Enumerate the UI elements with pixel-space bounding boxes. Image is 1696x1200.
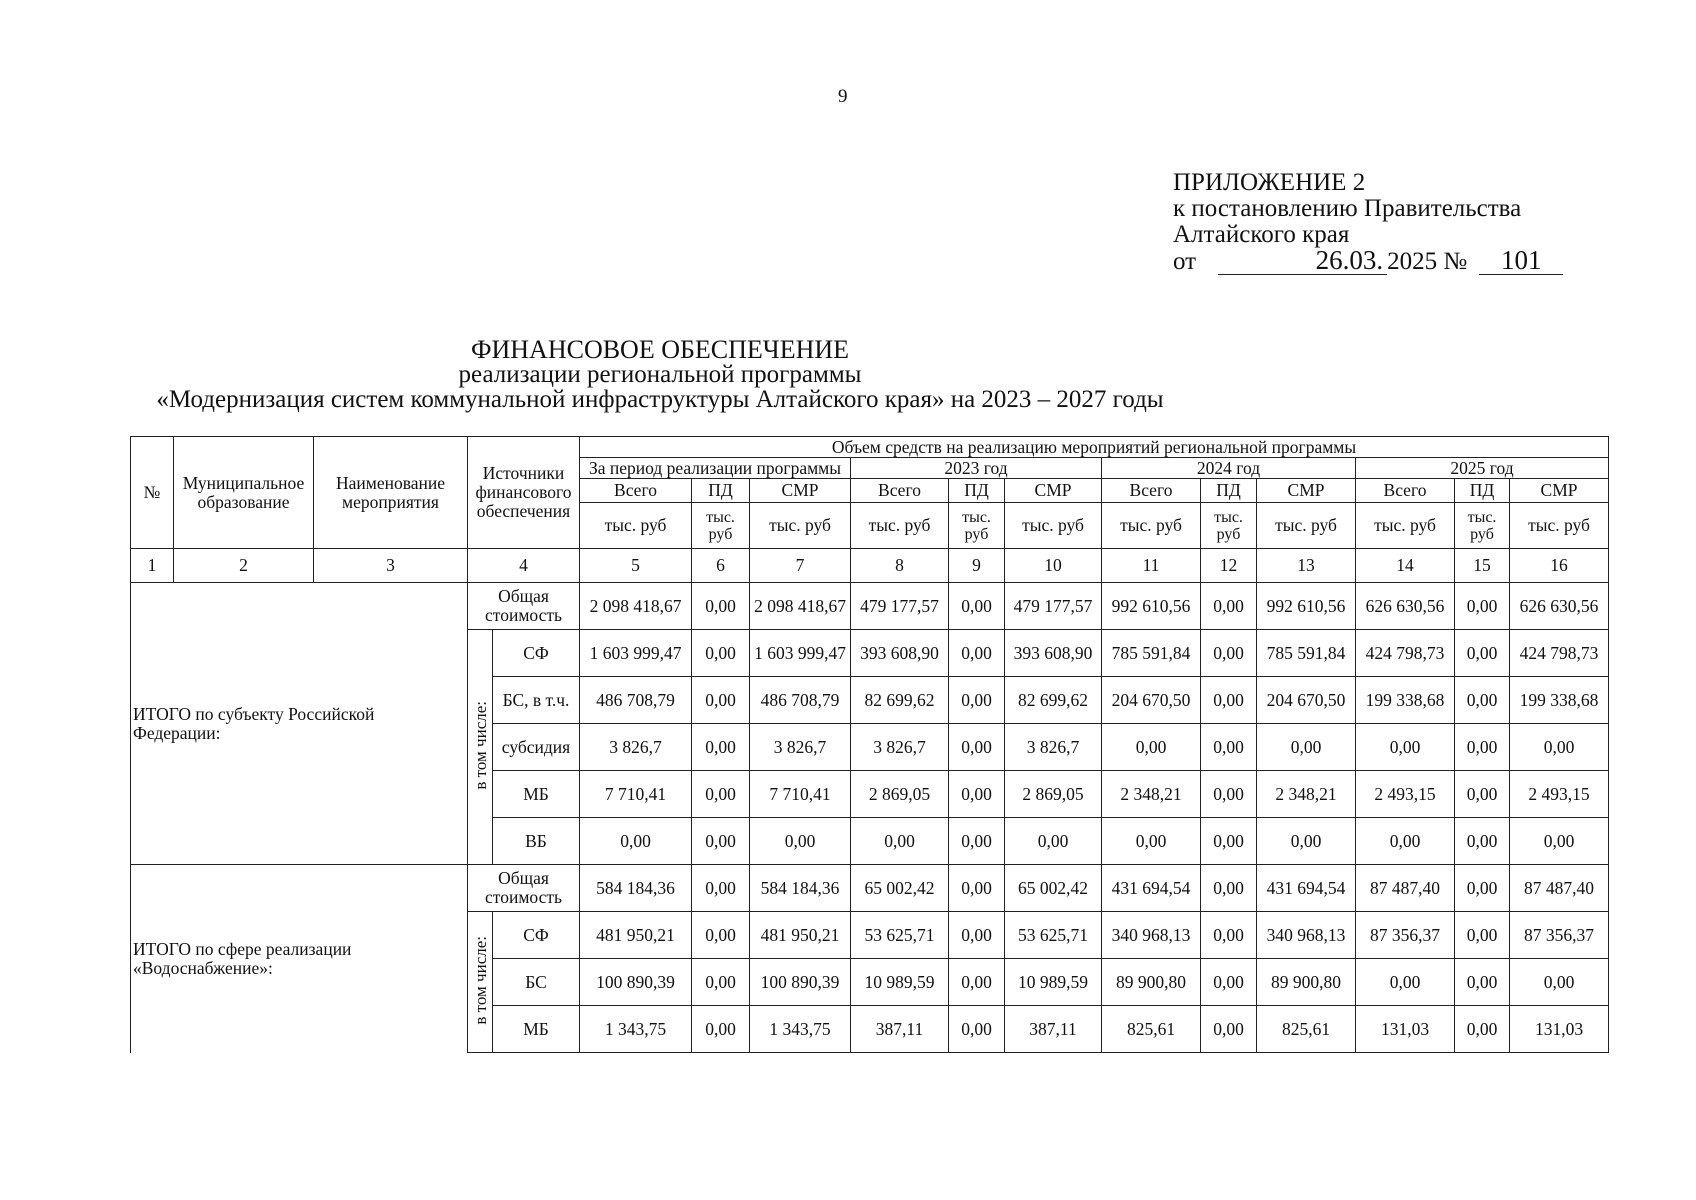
value-cell: 0,00 bbox=[1201, 959, 1257, 1006]
header-measure: Наименование мероприятия bbox=[314, 437, 468, 549]
value-cell: 340 968,13 bbox=[1257, 912, 1356, 959]
value-cell: 65 002,42 bbox=[851, 865, 949, 912]
header-unit: тыс. руб bbox=[1257, 503, 1356, 549]
title-line-1: ФИНАНСОВОЕ ОБЕСПЕЧЕНИЕ bbox=[470, 335, 850, 364]
value-cell: 393 608,90 bbox=[851, 630, 949, 677]
table-header bbox=[131, 437, 1609, 583]
value-cell: 584 184,36 bbox=[580, 865, 692, 912]
value-cell: 785 591,84 bbox=[1102, 630, 1201, 677]
value-cell: 7 710,41 bbox=[750, 771, 851, 818]
value-cell: 387,11 bbox=[851, 1006, 949, 1053]
source-cell: субсидия bbox=[493, 724, 580, 771]
decree-date: 26.03. bbox=[1218, 248, 1387, 275]
value-cell: 0,00 bbox=[1510, 959, 1609, 1006]
value-cell: 626 630,56 bbox=[1510, 583, 1609, 630]
value-cell: 479 177,57 bbox=[851, 583, 949, 630]
header-total: Всего bbox=[1356, 479, 1455, 503]
value-cell: 10 989,59 bbox=[851, 959, 949, 1006]
value-cell: 1 343,75 bbox=[750, 1006, 851, 1053]
value-cell: 0,00 bbox=[1102, 818, 1201, 865]
value-cell: 0,00 bbox=[1201, 677, 1257, 724]
value-cell: 481 950,21 bbox=[580, 912, 692, 959]
value-cell: 204 670,50 bbox=[1102, 677, 1201, 724]
group-subject-total bbox=[131, 583, 1609, 865]
appendix-line-region: Алтайского края bbox=[1173, 221, 1350, 248]
value-cell: 87 356,37 bbox=[1510, 912, 1609, 959]
value-cell: 0,00 bbox=[1201, 865, 1257, 912]
value-cell: 0,00 bbox=[1201, 818, 1257, 865]
header-unit: тыс. руб bbox=[692, 503, 750, 549]
column-number: 8 bbox=[851, 549, 949, 583]
value-cell: 479 177,57 bbox=[1005, 583, 1102, 630]
header-sources: Источники финансового обеспечения bbox=[468, 437, 580, 549]
value-cell: 0,00 bbox=[1455, 771, 1510, 818]
header-period-total: За период реализации программы bbox=[580, 458, 851, 479]
source-cell: МБ bbox=[493, 771, 580, 818]
header-unit: тыс. руб bbox=[1356, 503, 1455, 549]
value-cell: 431 694,54 bbox=[1257, 865, 1356, 912]
column-number: 2 bbox=[174, 549, 314, 583]
header-pd: ПД bbox=[949, 479, 1005, 503]
header-municipality: Муниципальное образование bbox=[174, 437, 314, 549]
value-cell: 0,00 bbox=[949, 912, 1005, 959]
value-cell: 424 798,73 bbox=[1356, 630, 1455, 677]
value-cell: 2 348,21 bbox=[1257, 771, 1356, 818]
header-period-2025: 2025 год bbox=[1356, 458, 1609, 479]
value-cell: 89 900,80 bbox=[1257, 959, 1356, 1006]
from-label: от bbox=[1173, 248, 1197, 275]
header-smr: СМР bbox=[1510, 479, 1609, 503]
column-number: 4 bbox=[468, 549, 580, 583]
value-cell: 0,00 bbox=[692, 583, 750, 630]
appendix-title: ПРИЛОЖЕНИЕ 2 bbox=[1173, 169, 1366, 196]
column-number: 3 bbox=[314, 549, 468, 583]
value-cell: 0,00 bbox=[692, 724, 750, 771]
header-pd: ПД bbox=[1455, 479, 1510, 503]
header-unit: тыс. руб bbox=[851, 503, 949, 549]
page-number: 9 bbox=[838, 86, 848, 107]
value-cell: 0,00 bbox=[949, 630, 1005, 677]
header-total: Всего bbox=[851, 479, 949, 503]
value-cell: 0,00 bbox=[692, 771, 750, 818]
value-cell: 0,00 bbox=[949, 818, 1005, 865]
value-cell: 0,00 bbox=[692, 1006, 750, 1053]
value-cell: 0,00 bbox=[1356, 818, 1455, 865]
header-total: Всего bbox=[1102, 479, 1201, 503]
value-cell: 10 989,59 bbox=[1005, 959, 1102, 1006]
column-number: 16 bbox=[1510, 549, 1609, 583]
in-that-number-text: в том числе: bbox=[470, 700, 490, 790]
source-cell: Общая стоимость bbox=[468, 583, 580, 630]
header-unit: тыс. руб bbox=[1201, 503, 1257, 549]
value-cell: 0,00 bbox=[949, 724, 1005, 771]
value-cell: 131,03 bbox=[1356, 1006, 1455, 1053]
column-number: 5 bbox=[580, 549, 692, 583]
value-cell: 0,00 bbox=[949, 1006, 1005, 1053]
value-cell: 0,00 bbox=[692, 630, 750, 677]
value-cell: 3 826,7 bbox=[851, 724, 949, 771]
value-cell: 486 708,79 bbox=[580, 677, 692, 724]
column-number: 11 bbox=[1102, 549, 1201, 583]
value-cell: 0,00 bbox=[750, 818, 851, 865]
header-smr: СМР bbox=[1005, 479, 1102, 503]
value-cell: 992 610,56 bbox=[1102, 583, 1201, 630]
header-unit: тыс. руб bbox=[949, 503, 1005, 549]
value-cell: 1 343,75 bbox=[580, 1006, 692, 1053]
table-row bbox=[131, 583, 1609, 630]
value-cell: 0,00 bbox=[1455, 912, 1510, 959]
value-cell: 0,00 bbox=[1510, 818, 1609, 865]
value-cell: 199 338,68 bbox=[1510, 677, 1609, 724]
value-cell: 2 493,15 bbox=[1356, 771, 1455, 818]
value-cell: 0,00 bbox=[949, 771, 1005, 818]
value-cell: 0,00 bbox=[949, 959, 1005, 1006]
value-cell: 0,00 bbox=[692, 818, 750, 865]
header-period-2024: 2024 год bbox=[1102, 458, 1356, 479]
value-cell: 825,61 bbox=[1102, 1006, 1201, 1053]
value-cell: 0,00 bbox=[692, 912, 750, 959]
header-pd: ПД bbox=[692, 479, 750, 503]
value-cell: 0,00 bbox=[1356, 959, 1455, 1006]
value-cell: 431 694,54 bbox=[1102, 865, 1201, 912]
value-cell: 0,00 bbox=[1201, 771, 1257, 818]
value-cell: 1 603 999,47 bbox=[750, 630, 851, 677]
column-number: 6 bbox=[692, 549, 750, 583]
value-cell: 0,00 bbox=[1455, 818, 1510, 865]
column-number: 15 bbox=[1455, 549, 1510, 583]
value-cell: 100 890,39 bbox=[580, 959, 692, 1006]
source-cell: БС bbox=[493, 959, 580, 1006]
source-cell: Общая стоимость bbox=[468, 865, 580, 912]
appendix-block bbox=[1173, 170, 1563, 275]
value-cell: 0,00 bbox=[1455, 724, 1510, 771]
group-label: ИТОГО по субъекту Российской Федерации: bbox=[131, 583, 468, 865]
value-cell: 0,00 bbox=[1455, 583, 1510, 630]
value-cell: 1 603 999,47 bbox=[580, 630, 692, 677]
value-cell: 0,00 bbox=[580, 818, 692, 865]
value-cell: 2 869,05 bbox=[1005, 771, 1102, 818]
column-number: 9 bbox=[949, 549, 1005, 583]
value-cell: 82 699,62 bbox=[1005, 677, 1102, 724]
value-cell: 0,00 bbox=[1356, 724, 1455, 771]
header-volume: Объем средств на реализацию мероприятий региональной программы bbox=[580, 437, 1609, 458]
header-pd: ПД bbox=[1201, 479, 1257, 503]
value-cell: 0,00 bbox=[1201, 583, 1257, 630]
column-number: 13 bbox=[1257, 549, 1356, 583]
value-cell: 0,00 bbox=[1455, 959, 1510, 1006]
value-cell: 2 869,05 bbox=[851, 771, 949, 818]
value-cell: 584 184,36 bbox=[750, 865, 851, 912]
value-cell: 87 487,40 bbox=[1356, 865, 1455, 912]
value-cell: 131,03 bbox=[1510, 1006, 1609, 1053]
value-cell: 486 708,79 bbox=[750, 677, 851, 724]
value-cell: 7 710,41 bbox=[580, 771, 692, 818]
in-that-number-label bbox=[468, 630, 493, 865]
header-no: № bbox=[131, 437, 174, 549]
value-cell: 825,61 bbox=[1257, 1006, 1356, 1053]
value-cell: 0,00 bbox=[949, 583, 1005, 630]
decree-number: 101 bbox=[1479, 248, 1563, 275]
value-cell: 0,00 bbox=[1257, 818, 1356, 865]
value-cell: 0,00 bbox=[1201, 724, 1257, 771]
value-cell: 2 098 418,67 bbox=[580, 583, 692, 630]
value-cell: 0,00 bbox=[1455, 677, 1510, 724]
in-that-number-text: в том числе: bbox=[470, 935, 490, 1025]
value-cell: 0,00 bbox=[1455, 630, 1510, 677]
value-cell: 0,00 bbox=[949, 677, 1005, 724]
value-cell: 89 900,80 bbox=[1102, 959, 1201, 1006]
value-cell: 0,00 bbox=[1455, 865, 1510, 912]
header-unit: тыс. руб bbox=[1455, 503, 1510, 549]
header-unit: тыс. руб bbox=[1102, 503, 1201, 549]
source-cell: СФ bbox=[493, 630, 580, 677]
value-cell: 3 826,7 bbox=[580, 724, 692, 771]
header-unit: тыс. руб bbox=[580, 503, 692, 549]
column-number: 1 bbox=[131, 549, 174, 583]
value-cell: 785 591,84 bbox=[1257, 630, 1356, 677]
source-cell: МБ bbox=[493, 1006, 580, 1053]
value-cell: 65 002,42 bbox=[1005, 865, 1102, 912]
value-cell: 992 610,56 bbox=[1257, 583, 1356, 630]
value-cell: 3 826,7 bbox=[1005, 724, 1102, 771]
value-cell: 0,00 bbox=[1102, 724, 1201, 771]
value-cell: 0,00 bbox=[1257, 724, 1356, 771]
appendix-line-decree: к постановлению Правительства bbox=[1173, 195, 1522, 222]
value-cell: 481 950,21 bbox=[750, 912, 851, 959]
column-number: 14 bbox=[1356, 549, 1455, 583]
value-cell: 0,00 bbox=[692, 959, 750, 1006]
value-cell: 199 338,68 bbox=[1356, 677, 1455, 724]
header-smr: СМР bbox=[750, 479, 851, 503]
value-cell: 87 487,40 bbox=[1510, 865, 1609, 912]
in-that-number-label bbox=[468, 912, 493, 1053]
value-cell: 0,00 bbox=[1455, 1006, 1510, 1053]
column-number-row bbox=[131, 549, 1609, 583]
source-cell: ВБ bbox=[493, 818, 580, 865]
value-cell: 0,00 bbox=[1201, 912, 1257, 959]
value-cell: 626 630,56 bbox=[1356, 583, 1455, 630]
value-cell: 393 608,90 bbox=[1005, 630, 1102, 677]
financing-table bbox=[130, 436, 1609, 1053]
value-cell: 2 493,15 bbox=[1510, 771, 1609, 818]
value-cell: 0,00 bbox=[851, 818, 949, 865]
value-cell: 204 670,50 bbox=[1257, 677, 1356, 724]
header-period-2023: 2023 год bbox=[851, 458, 1102, 479]
title-line-3: «Модернизация систем коммунальной инфраструктуры Алтайского края» на 2023 – 2027 годы bbox=[156, 386, 1164, 413]
group-label: ИТОГО по сфере реализации «Водоснабжение»: bbox=[131, 865, 468, 1053]
column-number: 7 bbox=[750, 549, 851, 583]
header-unit: тыс. руб bbox=[750, 503, 851, 549]
column-number: 10 bbox=[1005, 549, 1102, 583]
value-cell: 53 625,71 bbox=[1005, 912, 1102, 959]
header-unit: тыс. руб bbox=[1005, 503, 1102, 549]
value-cell: 0,00 bbox=[1510, 724, 1609, 771]
source-cell: СФ bbox=[493, 912, 580, 959]
column-number: 12 bbox=[1201, 549, 1257, 583]
value-cell: 3 826,7 bbox=[750, 724, 851, 771]
value-cell: 0,00 bbox=[1005, 818, 1102, 865]
appendix-date-line bbox=[1173, 245, 1563, 275]
value-cell: 87 356,37 bbox=[1356, 912, 1455, 959]
value-cell: 340 968,13 bbox=[1102, 912, 1201, 959]
value-cell: 387,11 bbox=[1005, 1006, 1102, 1053]
year-label: 2025 № bbox=[1387, 248, 1468, 275]
value-cell: 424 798,73 bbox=[1510, 630, 1609, 677]
value-cell: 0,00 bbox=[692, 865, 750, 912]
value-cell: 0,00 bbox=[692, 677, 750, 724]
table-row bbox=[131, 865, 1609, 912]
value-cell: 0,00 bbox=[1201, 630, 1257, 677]
header-smr: СМР bbox=[1257, 479, 1356, 503]
value-cell: 2 348,21 bbox=[1102, 771, 1201, 818]
value-cell: 2 098 418,67 bbox=[750, 583, 851, 630]
value-cell: 100 890,39 bbox=[750, 959, 851, 1006]
title-line-2: реализации региональной программы bbox=[458, 361, 862, 388]
group-water-supply-total bbox=[131, 865, 1609, 1053]
value-cell: 53 625,71 bbox=[851, 912, 949, 959]
value-cell: 0,00 bbox=[949, 865, 1005, 912]
value-cell: 82 699,62 bbox=[851, 677, 949, 724]
document-title bbox=[0, 337, 1320, 412]
source-cell: БС, в т.ч. bbox=[493, 677, 580, 724]
header-total: Всего bbox=[580, 479, 692, 503]
value-cell: 0,00 bbox=[1201, 1006, 1257, 1053]
header-unit: тыс. руб bbox=[1510, 503, 1609, 549]
